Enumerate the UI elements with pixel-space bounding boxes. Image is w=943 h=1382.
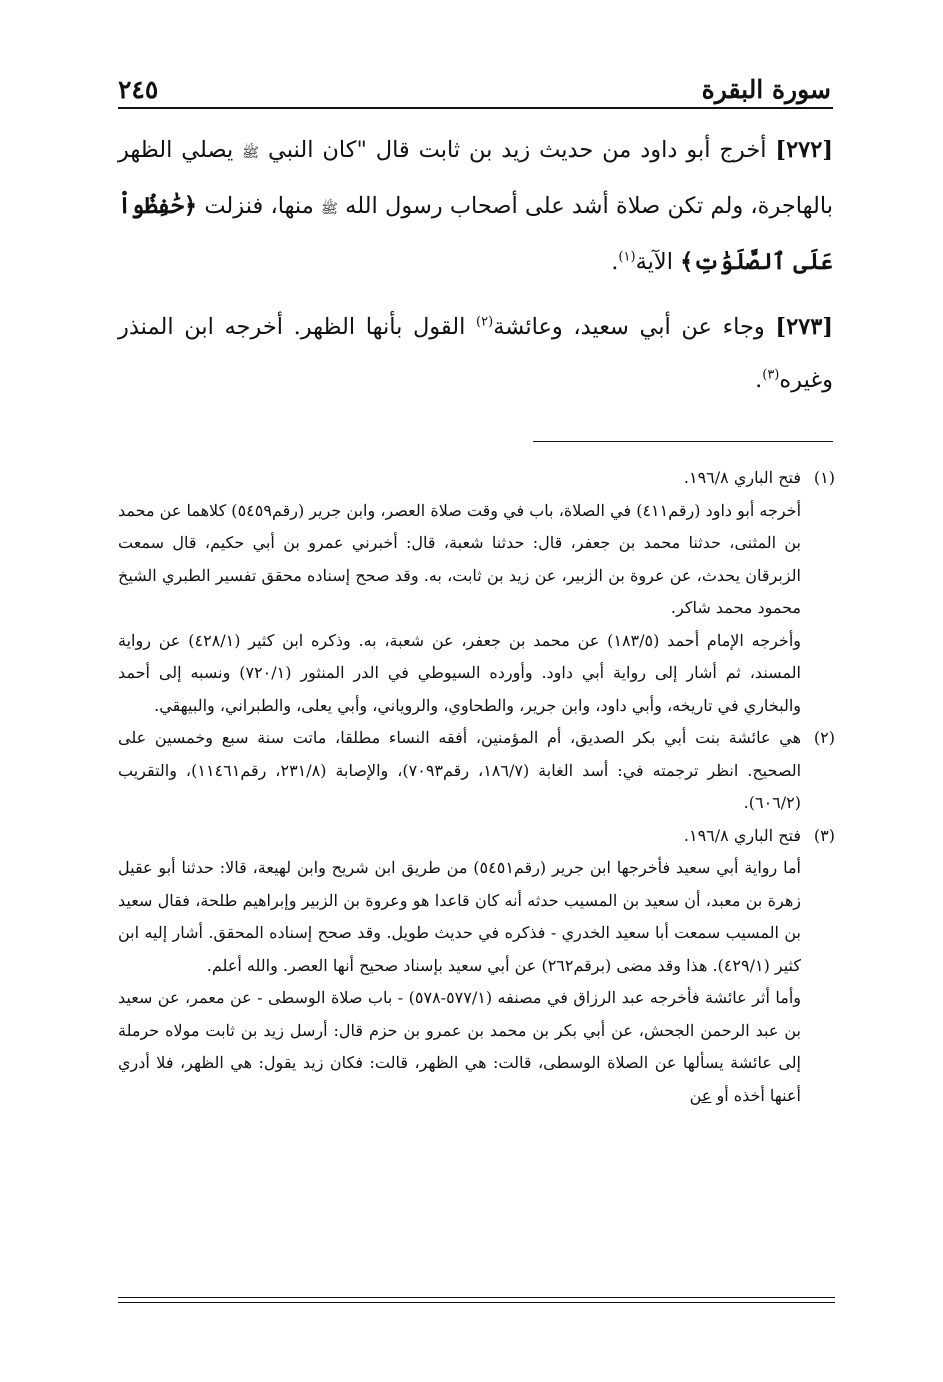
footnote-1 [118,462,835,722]
footnotes [118,462,835,1112]
salutation-icon: ﷺ [242,145,260,161]
footnote-ref-1[interactable]: (١) [618,249,636,265]
footnote-1-mark: (١) [813,468,835,487]
entry-272-number: [٢٧٢] [775,137,833,163]
page-header [118,64,831,104]
footnote-2 [118,722,835,820]
footnote-3-last-line [118,982,801,1112]
footnote-1-line: وأخرجه الإمام أحمد (١٨٣/٥) عن محمد بن جعفر، عن شعبة، به. وذكره ابن كثير (٤٢٨/١) عن رواية المسند، ثم أشار إلى رواية أبي داود. وأورده السيوطي في الدر المنثور (٧٢٠/١) ونسبه إلى أحمد والبخاري في تاريخه، وأبي داود، وابن جرير، والطحاوي، والروياني، وأبي يعلى، والطبراني، والبيهقي. [118,630,802,715]
main-text [118,124,833,419]
footnote-3-line: أما رواية أبي سعيد فأخرجها ابن جرير (رقم٥٤٥١) من طريق ابن شريح وابن لهيعة، قالا: حدثنا أبو عقيل زهرة بن معبد، أن سعيد بن المسيب حدثه أنه كان قاعدا هو وعروة بن الزبير وإبراهيم طلحة، فقال سعيد بن المسيب سمعت أبا سعيد الخدري - فذكره في حديث طويل. وقد صحح إسناده المحقق. أشار إليه ابن كثير (٤٢٩/١). هذا وقد مضى (برقم٢٦٢) عن أبي سعيد بإسناد صحيح أنها العصر. والله أعلم. [118,858,801,975]
footnote-3-mark: (٣) [813,825,835,845]
entry-273-text-1: وجاء عن أبي سعيد، وعائشة [493,314,765,340]
entry-272-text-1: أخرج أبو داود من حديث زيد بن ثابت قال "كان النبي [268,137,767,163]
surah-title: سورة البقرة [701,75,831,104]
page-number: ٢٤٥ [118,75,159,104]
footnote-2-line: هي عائشة بنت أبي بكر الصديق، أم المؤمنين، أفقه النساء مطلقا، ماتت سنة سبع وخمسين على الصحيح. انظر ترجمته في: أسد الغابة (١٨٦/٧، رقم٧٠٩٣)، والإصابة (٢٣١/٨، رقم١١٤٦١)، والتقريب (٦٠٦/٢). [118,728,802,812]
footnote-3-line: فتح الباري ١٩٦/٨. [683,825,801,845]
entry-273-end: . [755,367,763,393]
footnote-ref-2[interactable]: (٢) [476,314,494,330]
entry-272 [118,124,833,289]
entry-272-end: . [611,249,619,275]
quran-verse: ﴿حَٰفِظُواْ عَلَى ٱلصَّلَوَٰتِ﴾ [118,193,833,275]
footnote-ref-3[interactable]: (٣) [762,367,780,383]
entry-272-text-3: منها، فنزلت [204,193,314,219]
entry-273 [118,301,833,407]
entry-272-text-4: الآية [635,249,673,275]
footnote-2-mark: (٢) [813,728,835,747]
continuation-word: عن [689,1085,712,1105]
footnote-1-line: فتح الباري ١٩٦/٨. [683,468,801,487]
entry-273-number: [٢٧٣] [775,314,833,340]
entry-273-text-2: القول بأنها الظهر. أخرجه ابن المنذر وغيره [118,314,833,393]
footnote-1-line: أخرجه أبو داود (رقم٤١١) في الصلاة، باب في وقت صلاة العصر، وابن جرير (رقم٥٤٥٩) كلاهما عن محمد بن المثنى، حدثنا محمد بن جعفر، قال: حدثنا شعبة، قال: أخبرني عمرو بن أبي حكيم، قال سمعت الزبرقان يحدث، عن عروة بن الزبير، عن زيد بن ثابت، به. وقد صحح إسناده محقق تفسير الطبري الشيخ محمود محمد شاكر. [118,500,802,617]
salutation-icon: ﷺ [321,201,338,217]
footnote-3 [118,820,835,1113]
entry-272-text-2: يصلي الظهر بالهاجرة، ولم تكن صلاة أشد على أصحاب رسول الله [118,137,833,219]
header-rule [118,107,833,109]
footnote-separator [533,441,833,442]
footnote-3-line: وأما أثر عائشة فأخرجه عبد الرزاق في مصنفه (٥٧٧/١-٥٧٨) - باب صلاة الوسطى - عن معمر، عن سعيد بن عبد الرحمن الجحش، عن أبي بكر بن محمد بن عمرو بن حزم قال: أرسل زيد بن ثابت مولاه حرملة إلى عائشة يسألها عن الصلاة الوسطى، قالت: هي الظهر، قالت: فكان زيد يقول: هي الظهر، فلا أدري أعنها أخذه أو [118,988,801,1105]
bottom-double-rule [118,1297,835,1303]
